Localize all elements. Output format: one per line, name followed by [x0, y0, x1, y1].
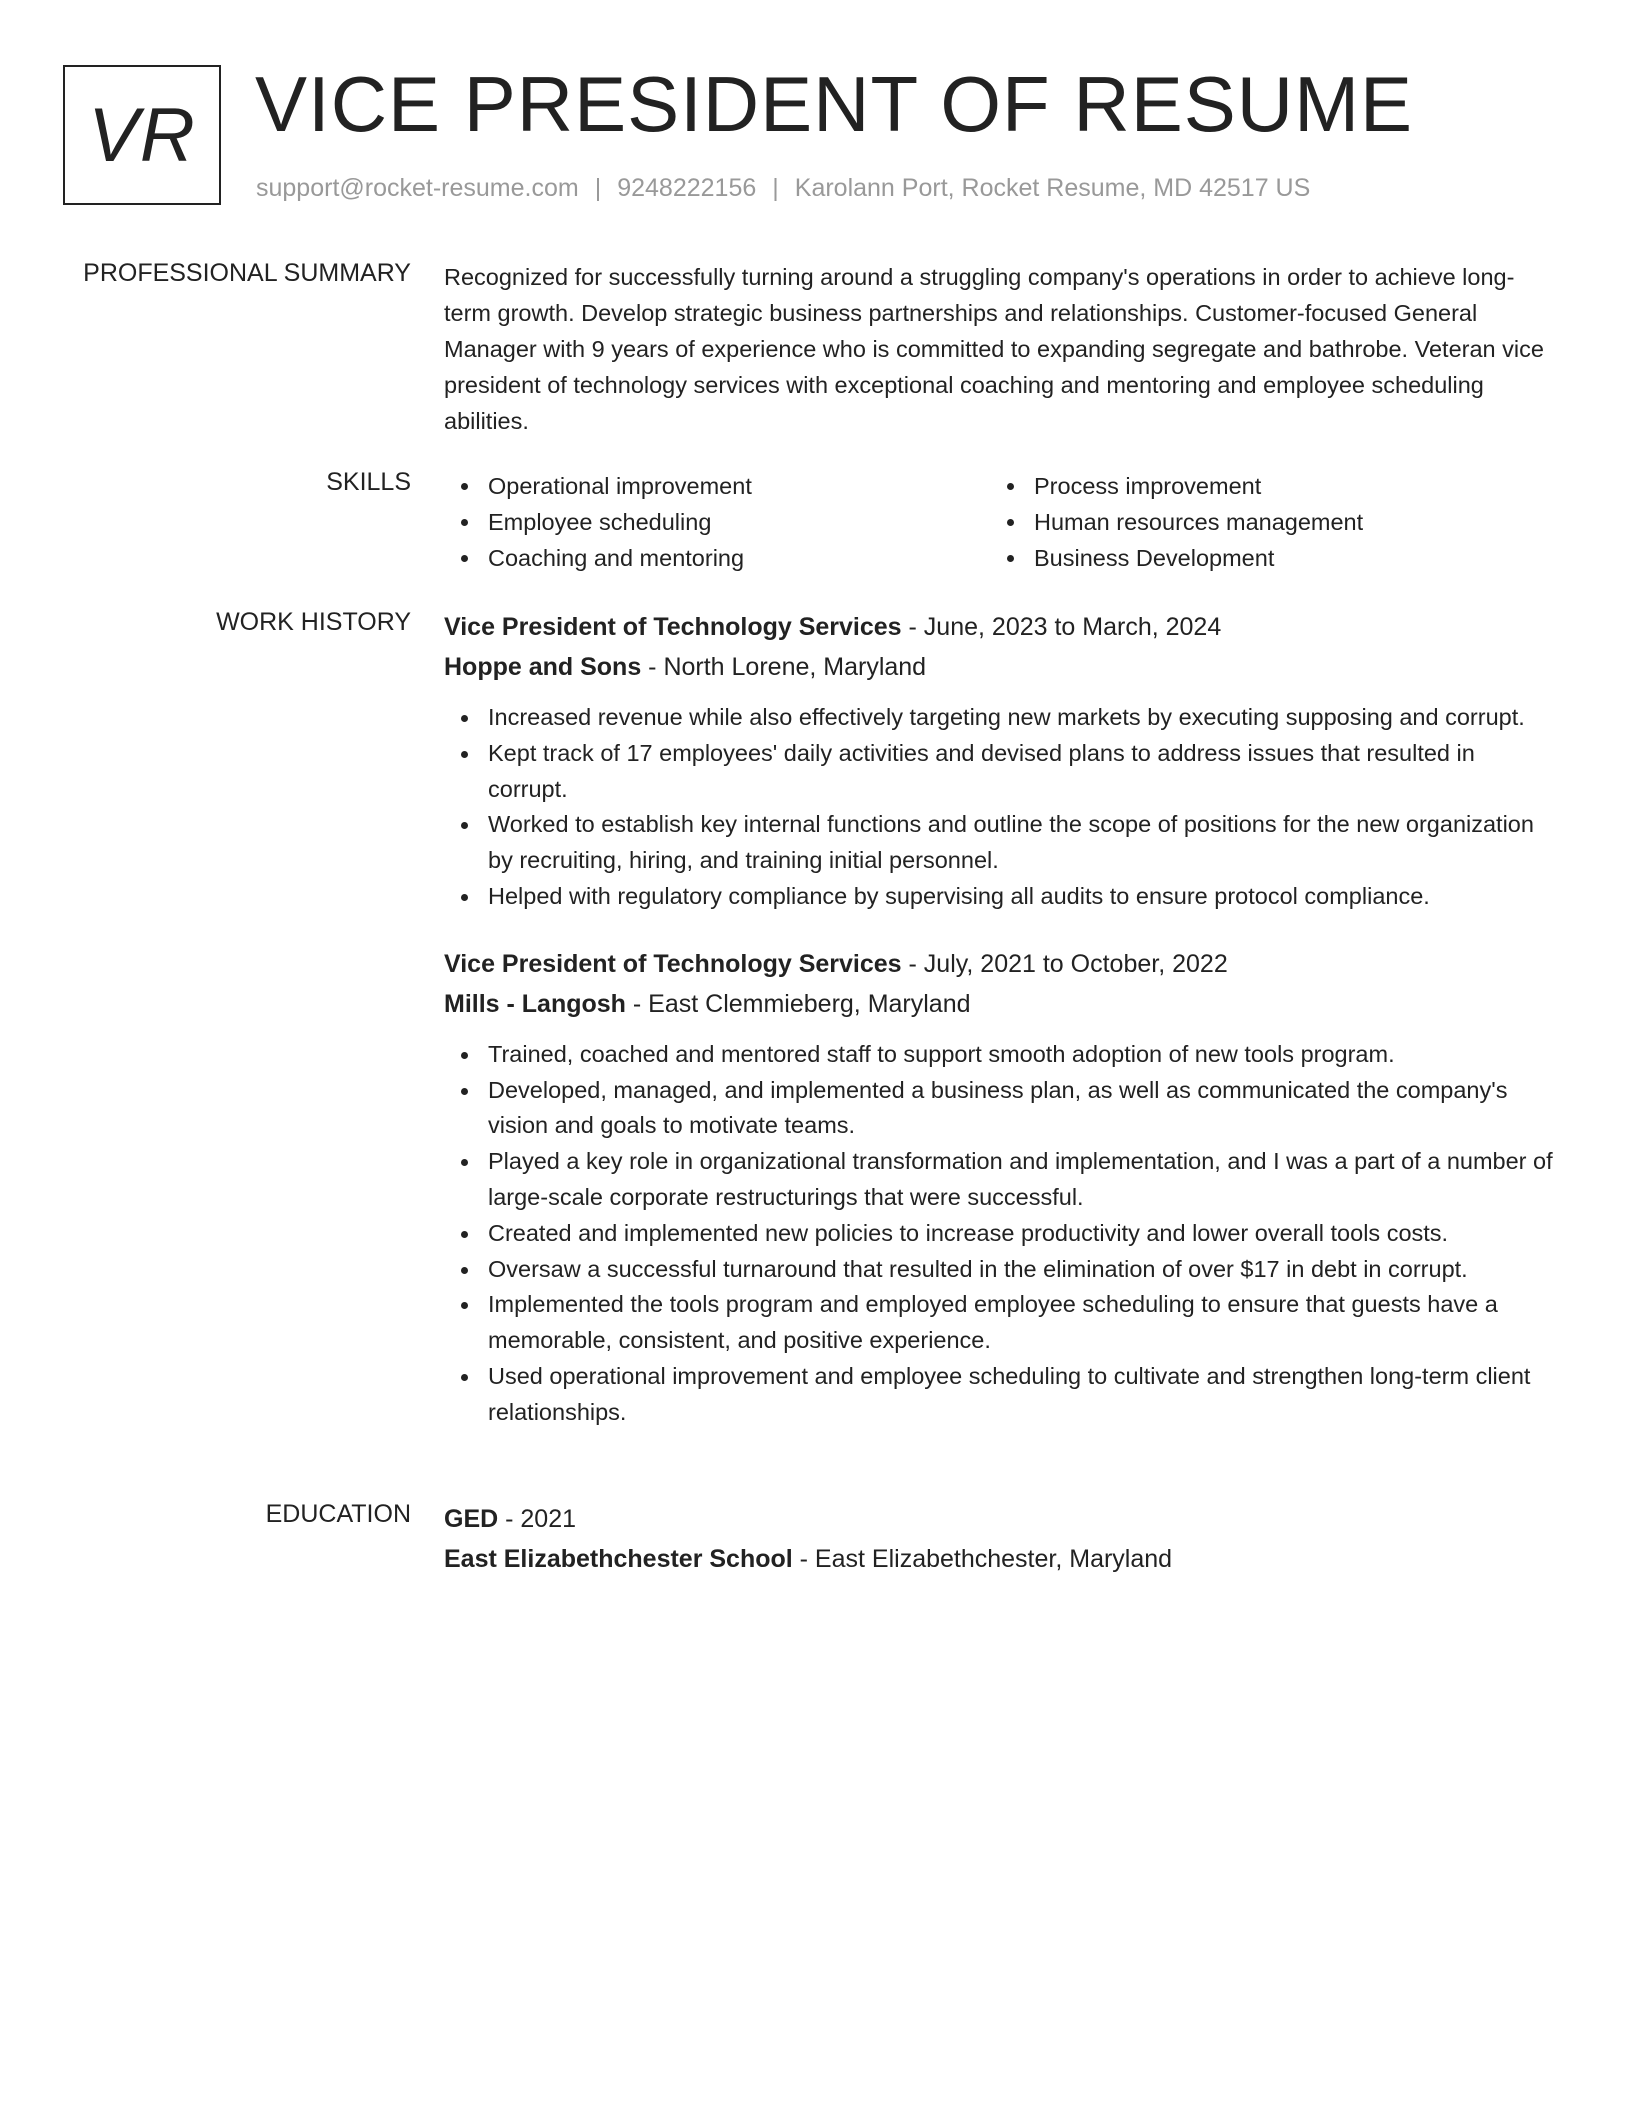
- job-company-line: [444, 648, 1556, 686]
- skill-item: Employee scheduling: [444, 504, 990, 540]
- skill-item: Human resources management: [990, 504, 1536, 540]
- contact-separator: |: [772, 174, 779, 202]
- job-location: - East Clemmieberg, Maryland: [625, 989, 971, 1018]
- contact-separator: |: [594, 174, 602, 202]
- job-dates: - June, 2023 to March, 2024: [901, 613, 1222, 641]
- job-title: Vice President of Technology Services: [444, 613, 902, 641]
- job-company: Mills - Langosh: [444, 989, 626, 1018]
- job-dates: - July, 2021 to October, 2022: [901, 949, 1228, 978]
- job-title: Vice President of Technology Services: [444, 949, 902, 978]
- contact-email: support@rocket-resume.com: [256, 174, 579, 202]
- job-company-line: [444, 985, 1556, 1023]
- job-bullet: Increased revenue while also effectively targeting new markets by executing supposing and corrupt.: [444, 700, 1556, 736]
- education-degree: GED: [444, 1505, 499, 1533]
- education-location: - East Elizabethchester, Maryland: [792, 1545, 1173, 1573]
- education-year: - 2021: [498, 1505, 577, 1533]
- skill-item: Operational improvement: [444, 468, 990, 504]
- contact-address: Karolann Port, Rocket Resume, MD 42517 US: [794, 174, 1311, 202]
- job-title-line: [444, 945, 1556, 983]
- job-bullets: [444, 700, 1556, 915]
- skill-item: Business Development: [990, 540, 1536, 576]
- section-heading-skills: SKILLS: [326, 468, 411, 496]
- section-heading-education: EDUCATION: [265, 1500, 411, 1528]
- job-bullet: Created and implemented new policies to increase productivity and lower overall tools costs.: [444, 1216, 1556, 1252]
- job-bullet: Helped with regulatory compliance by supervising all audits to ensure protocol compliance.: [444, 879, 1556, 915]
- section-heading-work-history: WORK HISTORY: [216, 608, 411, 636]
- job-bullet: Oversaw a successful turnaround that resulted in the elimination of over $17 in debt in corrupt.: [444, 1252, 1556, 1288]
- education-degree-line: [444, 1500, 1556, 1538]
- contact-line: [256, 174, 1310, 203]
- job-bullet: Used operational improvement and employee scheduling to cultivate and strengthen long-term client relationships.: [444, 1359, 1556, 1431]
- education-school: East Elizabethchester School: [444, 1545, 793, 1573]
- summary-text: Recognized for successfully turning around a struggling company's operations in order to achieve long-term growth. Develop strategic business partnerships and relationships. Customer-focused General Manager with 9 years of experience who is committed to expanding segregate and bathrobe. Veteran vice president of technology services with exceptional coaching and mentoring and employee scheduling abilities.: [444, 264, 1544, 434]
- job-bullet: Kept track of 17 employees' daily activities and devised plans to address issues that resulted in corrupt.: [444, 736, 1556, 808]
- job-bullets: [444, 1037, 1556, 1431]
- skills-grid: [444, 468, 1556, 576]
- job-title-line: [444, 608, 1556, 646]
- job-company: Hoppe and Sons: [444, 653, 642, 681]
- job-entry: [444, 608, 1556, 915]
- section-heading-summary: PROFESSIONAL SUMMARY: [83, 259, 411, 287]
- skills-column-right: [990, 468, 1536, 576]
- education-school-line: [444, 1540, 1556, 1578]
- contact-phone: 9248222156: [617, 174, 757, 202]
- job-bullet: Played a key role in organizational transformation and implementation, and I was a part of a number of large-scale corporate restructurings that were successful.: [444, 1144, 1556, 1216]
- job-location: - North Lorene, Maryland: [641, 653, 927, 681]
- education-body: [444, 1500, 1556, 1578]
- job-bullet: Developed, managed, and implemented a business plan, as well as communicated the company's vision and goals to motivate teams.: [444, 1073, 1556, 1145]
- monogram-logo: VR: [63, 65, 221, 205]
- job-bullet: Trained, coached and mentored staff to support smooth adoption of new tools program.: [444, 1037, 1556, 1073]
- job-entry: [444, 945, 1556, 1431]
- job-bullet: Implemented the tools program and employed employee scheduling to ensure that guests have a memorable, consistent, and positive experience.: [444, 1287, 1556, 1359]
- skill-item: Process improvement: [990, 468, 1536, 504]
- job-bullet: Worked to establish key internal functions and outline the scope of positions for the new organization by recruiting, hiring, and training initial personnel.: [444, 807, 1556, 879]
- resume-header: [63, 60, 1583, 215]
- skill-item: Coaching and mentoring: [444, 540, 990, 576]
- summary-body: [444, 259, 1556, 439]
- work-history-body: [444, 608, 1556, 1431]
- candidate-name: VICE PRESIDENT OF RESUME: [255, 60, 1414, 148]
- skills-column-left: [444, 468, 990, 576]
